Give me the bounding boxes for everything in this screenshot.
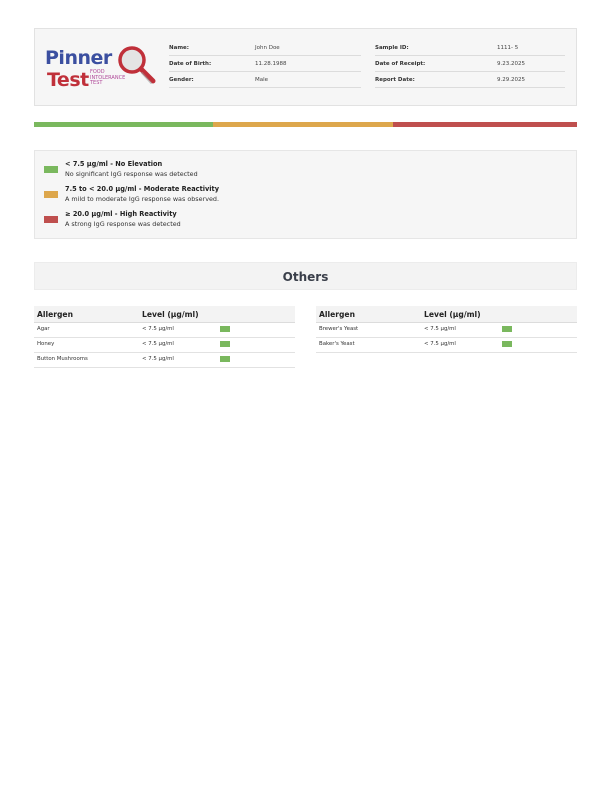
allergen-level: < 7.5 µg/ml (424, 326, 456, 332)
legend-title: < 7.5 µg/ml - No Elevation (65, 160, 163, 168)
report-date-value: 9.29.2025 (497, 77, 525, 83)
table-header (34, 306, 295, 323)
reactivity-legend (34, 150, 577, 239)
table-row (316, 337, 577, 353)
allergen-column-header: Allergen (319, 310, 355, 319)
report-date-label: Report Date: (375, 77, 415, 83)
table-row (34, 337, 295, 353)
level-indicator (220, 326, 230, 332)
allergen-level: < 7.5 µg/ml (142, 341, 174, 347)
level-indicator (502, 341, 512, 347)
divider (375, 55, 565, 56)
divider (169, 55, 361, 56)
legend-swatch-orange (44, 191, 58, 198)
allergen-name: Agar (37, 326, 50, 332)
logo-brand-top: Pinner (45, 47, 112, 69)
section-title: Others (282, 270, 329, 284)
table-header (316, 306, 577, 323)
divider (169, 87, 361, 88)
legend-swatch-green (44, 166, 58, 173)
receipt-date-value: 9.23.2025 (497, 61, 525, 67)
allergen-name: Brewer's Yeast (319, 326, 359, 332)
scale-bar-green (34, 122, 213, 127)
gender-label: Gender: (169, 77, 194, 83)
logo-subtitle-line: INTOLERANCE (90, 74, 126, 81)
section-header (34, 262, 577, 290)
scale-bar-orange (213, 122, 393, 127)
gender-value: Male (255, 77, 269, 83)
pinner-test-logo (45, 43, 165, 99)
level-indicator (220, 341, 230, 347)
allergen-level: < 7.5 µg/ml (142, 326, 174, 332)
receipt-date-label: Date of Receipt: (375, 61, 426, 67)
allergen-name: Honey (37, 341, 55, 347)
legend-description: No significant IgG response was detected (65, 170, 198, 178)
logo-subtitle-line: FOOD (90, 69, 105, 75)
magnifying-glass-icon (115, 43, 161, 89)
sample-id-label: Sample ID: (375, 45, 409, 51)
dob-label: Date of Birth: (169, 61, 212, 67)
table-row (34, 352, 295, 368)
divider (169, 71, 361, 72)
logo-subtitle-line: TEST (90, 80, 103, 86)
divider (375, 71, 565, 72)
table-row (34, 322, 295, 338)
logo-brand-bottom: Test (47, 69, 89, 91)
legend-title: 7.5 to < 20.0 µg/ml - Moderate Reactivity (65, 185, 220, 193)
allergen-level: < 7.5 µg/ml (424, 341, 456, 347)
name-label: Name: (169, 45, 189, 51)
level-column-header: Level (µg/ml) (142, 310, 199, 319)
allergen-name: Button Mushrooms (37, 356, 88, 362)
allergen-name: Baker's Yeast (319, 341, 355, 347)
name-value: John Doe (255, 45, 280, 51)
patient-header (34, 28, 577, 106)
allergen-level: < 7.5 µg/ml (142, 356, 174, 362)
legend-swatch-red (44, 216, 58, 223)
legend-title: ≥ 20.0 µg/ml - High Reactivity (65, 210, 177, 218)
allergen-column-header: Allergen (37, 310, 73, 319)
divider (375, 87, 565, 88)
level-column-header: Level (µg/ml) (424, 310, 481, 319)
table-row (316, 322, 577, 338)
legend-description: A strong IgG response was detected (65, 220, 181, 228)
legend-description: A mild to moderate IgG response was observed. (65, 195, 219, 203)
sample-id-value: 1111- 5 (497, 45, 519, 51)
level-indicator (220, 356, 230, 362)
level-indicator (502, 326, 512, 332)
scale-bar-red (393, 122, 577, 127)
dob-value: 11.28.1988 (255, 61, 287, 67)
